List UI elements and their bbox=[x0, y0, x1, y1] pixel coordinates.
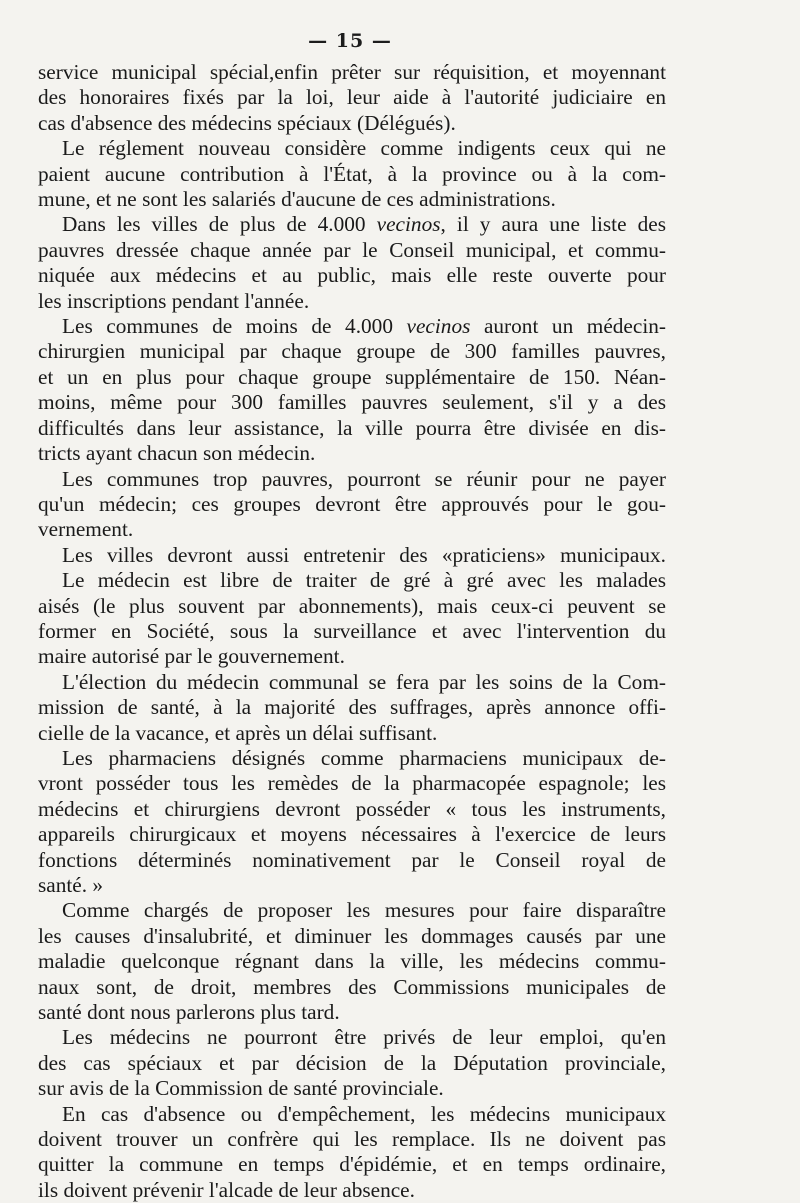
text-line: mune, et ne sont les salariés d'aucune de ces administrations. bbox=[38, 187, 556, 212]
text-line: former en Société, sous la surveillance et avec l'intervention du bbox=[38, 618, 666, 643]
text-line: Dans les villes de plus de 4.000 vecinos, il y aura une liste des bbox=[62, 212, 666, 237]
text-line: appareils chirurgicaux et moyens nécessaires à l'exercice de leurs bbox=[38, 822, 666, 847]
text-line: aisés (le plus souvent par abonnements), mais ceux-ci peuvent se bbox=[38, 593, 666, 618]
text-line: cielle de la vacance, et après un délai suffisant. bbox=[38, 720, 438, 745]
text-line: santé dont nous parlerons plus tard. bbox=[38, 1000, 340, 1025]
text-line: médecins et chirurgiens devront posséder « tous les instruments, bbox=[38, 796, 666, 821]
text-line: et un en plus pour chaque groupe supplémentaire de 150. Néan- bbox=[38, 364, 666, 389]
text-line: Les pharmaciens désignés comme pharmaciens municipaux de- bbox=[62, 745, 666, 770]
text-line: tricts ayant chacun son médecin. bbox=[38, 441, 316, 466]
text-line: maire autorisé par le gouvernement. bbox=[38, 644, 345, 669]
text-line: vernement. bbox=[38, 517, 134, 542]
text-line: paient aucune contribution à l'État, à la province ou à la com- bbox=[38, 161, 666, 186]
text-line: Les médecins ne pourront être privés de leur emploi, qu'en bbox=[62, 1025, 666, 1050]
text-line: En cas d'absence ou d'empêchement, les médecins municipaux bbox=[62, 1101, 666, 1126]
text-line: les inscriptions pendant l'année. bbox=[38, 288, 310, 313]
text-line: les causes d'insalubrité, et diminuer les dommages causés par une bbox=[38, 923, 666, 948]
text-line: Les communes de moins de 4.000 vecinos auront un médecin- bbox=[62, 314, 666, 339]
text-line: sur avis de la Commission de santé provinciale. bbox=[38, 1076, 444, 1101]
text-line: ils doivent prévenir l'alcade de leur absence. bbox=[38, 1177, 415, 1202]
text-line: qu'un médecin; ces groupes devront être approuvés pour le gou- bbox=[38, 491, 666, 516]
text-line: mission de santé, à la majorité des suffrages, après annonce offi- bbox=[38, 695, 666, 720]
text-line: Les communes trop pauvres, pourront se réunir pour ne payer bbox=[62, 466, 666, 491]
text-line: quitter la commune en temps d'épidémie, et en temps ordinaire, bbox=[38, 1152, 666, 1177]
text-line: difficultés dans leur assistance, la ville pourra être divisée en dis- bbox=[38, 415, 666, 440]
text-line: pauvres dressée chaque année par le Conseil municipal, et commu- bbox=[38, 237, 666, 262]
text-line: cas d'absence des médecins spéciaux (Délégués). bbox=[38, 110, 456, 135]
text-line: des cas spéciaux et par décision de la Députation provinciale, bbox=[38, 1050, 666, 1075]
text-line: moins, même pour 300 familles pauvres seulement, s'il y a des bbox=[38, 390, 666, 415]
text-line: maladie quelconque régnant dans la ville, les médecins commu- bbox=[38, 949, 666, 974]
body-text bbox=[38, 60, 666, 1203]
text-line: L'élection du médecin communal se fera par les soins de la Com- bbox=[62, 669, 666, 694]
text-line: des honoraires fixés par la loi, leur aide à l'autorité judiciaire en bbox=[38, 85, 666, 110]
page-number: — 15 — bbox=[308, 30, 392, 52]
text-line: service municipal spécial,enfin prêter sur réquisition, et moyennant bbox=[38, 60, 666, 84]
text-line: chirurgien municipal par chaque groupe de 300 familles pauvres, bbox=[38, 339, 666, 364]
text-line: Comme chargés de proposer les mesures pour faire disparaître bbox=[62, 898, 666, 923]
text-line: Les villes devront aussi entretenir des «praticiens» municipaux. bbox=[62, 542, 666, 567]
text-line: santé. » bbox=[38, 873, 104, 897]
text-line: niquée aux médecins et au public, mais elle reste ouverte pour bbox=[38, 263, 666, 288]
text-line: Le réglement nouveau considère comme indigents ceux qui ne bbox=[62, 136, 666, 161]
text-line: fonctions déterminés nominativement par le Conseil royal de bbox=[38, 847, 666, 872]
text-line: doivent trouver un confrère qui les remplace. Ils ne doivent pas bbox=[38, 1127, 666, 1152]
text-line: Le médecin est libre de traiter de gré à gré avec les malades bbox=[62, 568, 666, 593]
text-line: vront posséder tous les remèdes de la pharmacopée espagnole; les bbox=[38, 771, 666, 796]
text-line: naux sont, de droit, membres des Commissions municipales de bbox=[38, 974, 666, 999]
